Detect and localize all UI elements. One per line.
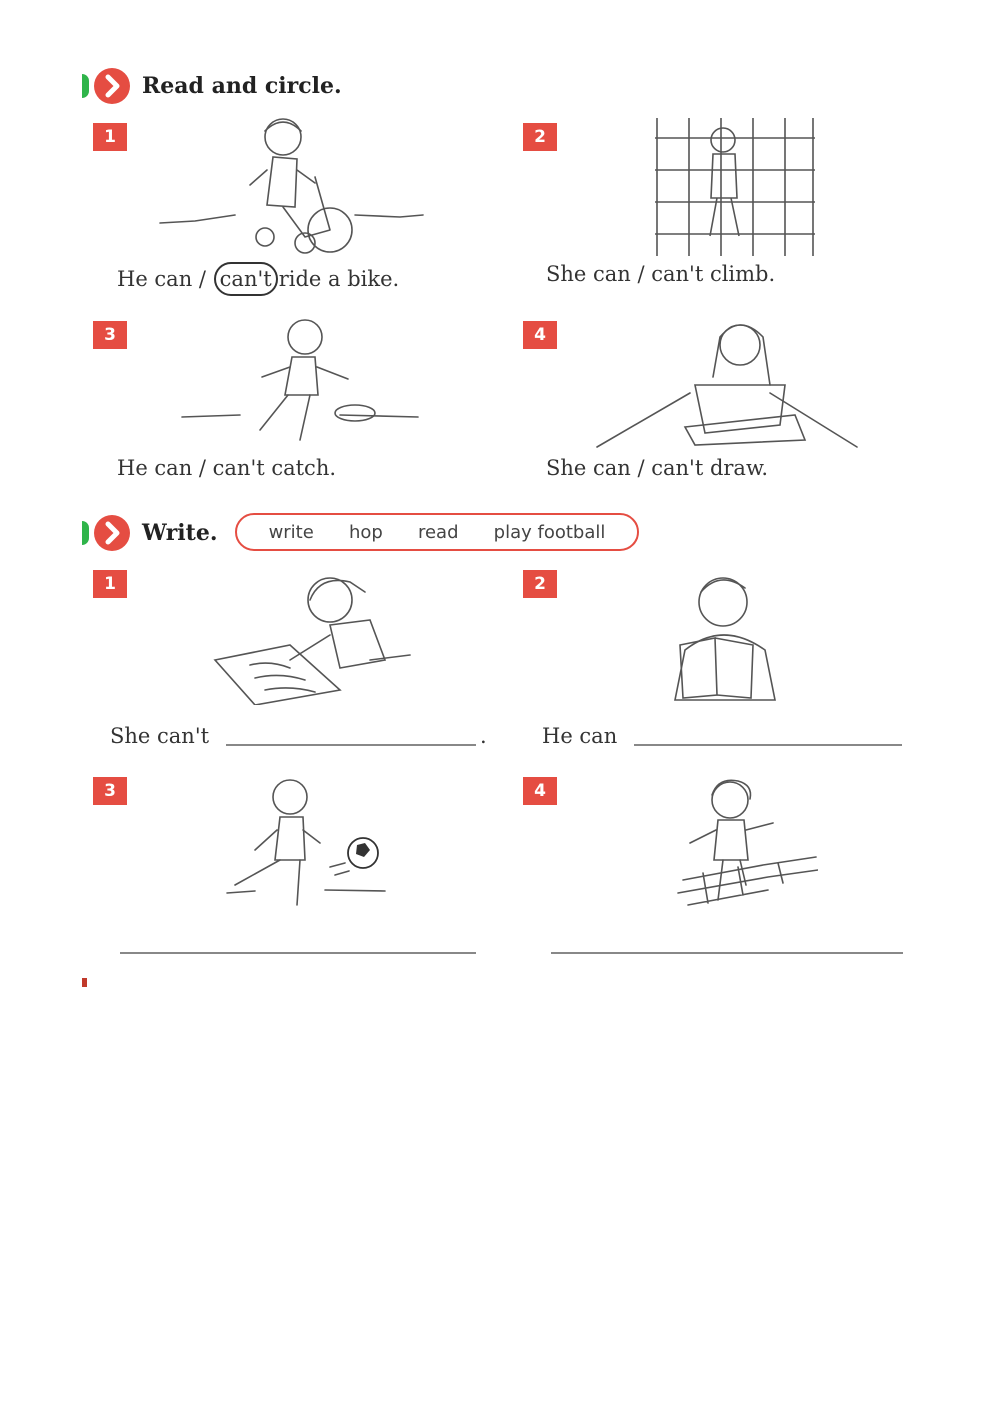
page-mark bbox=[82, 978, 87, 987]
item-number: 1 bbox=[93, 123, 127, 151]
item-number: 2 bbox=[523, 570, 557, 598]
word-bank-item: hop bbox=[348, 521, 383, 543]
chevron-right-icon bbox=[82, 68, 134, 104]
section2-title: Write. bbox=[142, 520, 218, 546]
answer-line[interactable] bbox=[120, 952, 476, 954]
girl-climbing-net-picture bbox=[655, 118, 815, 256]
write-prompt-1-text: She can't bbox=[110, 724, 210, 748]
answer-line[interactable] bbox=[551, 952, 903, 954]
sentence-1-end: ride a bike. bbox=[278, 267, 400, 291]
sentence-2: She can / can't climb. bbox=[546, 262, 776, 286]
item-number: 3 bbox=[93, 321, 127, 349]
sentence-1 bbox=[117, 262, 399, 296]
word-bank-item: write bbox=[268, 521, 314, 543]
write-prompt-1-period: . bbox=[480, 724, 487, 748]
item-number: 1 bbox=[93, 570, 127, 598]
answer-line[interactable] bbox=[226, 744, 476, 746]
answer-line[interactable] bbox=[634, 744, 902, 746]
circled-answer: can't bbox=[214, 262, 278, 296]
boy-reading-picture bbox=[665, 570, 785, 705]
section1-header bbox=[82, 68, 342, 104]
section2-header bbox=[82, 515, 218, 551]
word-bank bbox=[235, 513, 639, 551]
word-bank-item: read bbox=[417, 521, 459, 543]
boy-riding-bike-picture bbox=[155, 115, 425, 255]
boy-hopscotch-picture bbox=[668, 775, 818, 910]
chevron-right-icon bbox=[82, 515, 134, 551]
item-number: 4 bbox=[523, 777, 557, 805]
item-number: 4 bbox=[523, 321, 557, 349]
word-bank-item: play football bbox=[493, 521, 606, 543]
boy-frisbee-picture bbox=[180, 315, 420, 445]
section1-title: Read and circle. bbox=[142, 73, 342, 99]
item-number: 3 bbox=[93, 777, 127, 805]
sentence-1-start: He can / bbox=[117, 267, 206, 291]
girl-writing-picture bbox=[210, 570, 415, 705]
girl-football-picture bbox=[225, 775, 390, 910]
item-number: 2 bbox=[523, 123, 557, 151]
write-prompt-1 bbox=[110, 724, 209, 748]
sentence-4: She can / can't draw. bbox=[546, 456, 769, 480]
girl-drawing-picture bbox=[595, 315, 860, 453]
write-prompt-2: He can bbox=[542, 724, 618, 748]
sentence-3: He can / can't catch. bbox=[117, 456, 337, 480]
